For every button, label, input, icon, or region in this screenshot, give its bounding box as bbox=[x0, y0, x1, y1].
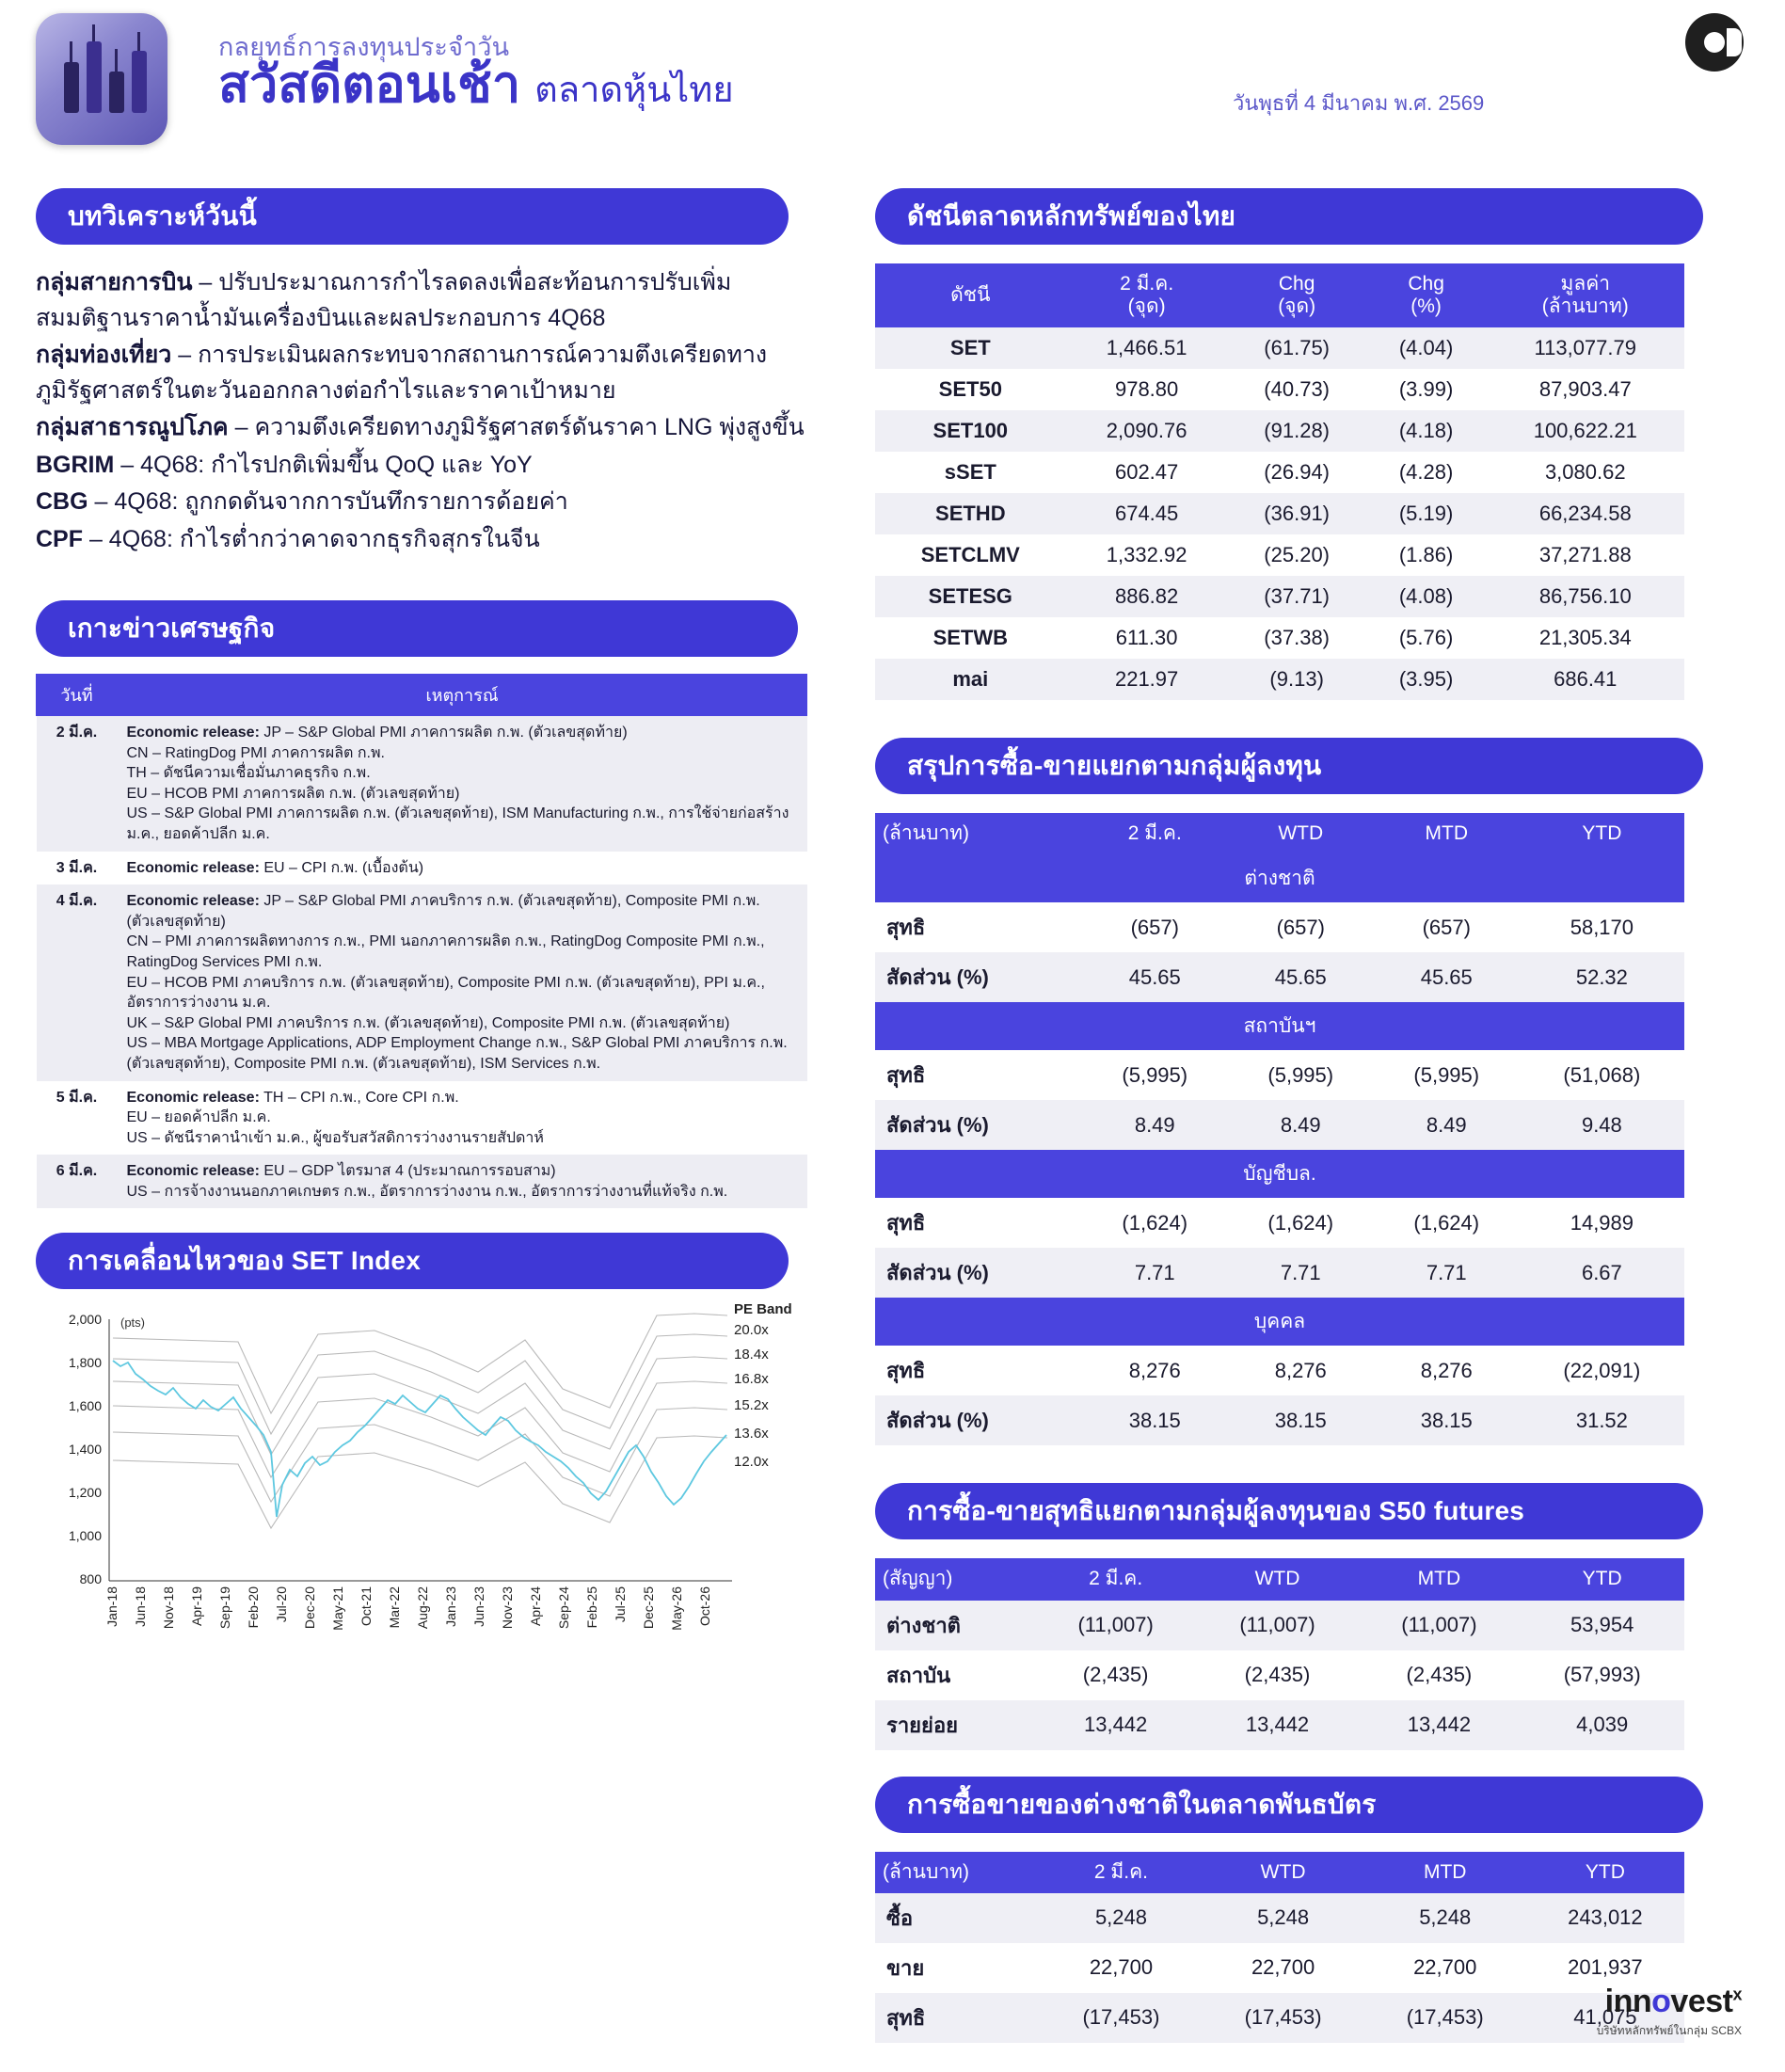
value-ytd: 31.52 bbox=[1520, 1395, 1684, 1445]
footer-tagline: บริษัทหลักทรัพย์ในกลุ่ม SCBX bbox=[1596, 2024, 1742, 2037]
analysis-item-lead: กลุ่มสาธารณูปโภค bbox=[36, 414, 229, 440]
index-name: SETESG bbox=[875, 576, 1066, 617]
s50-futures-table bbox=[875, 1558, 1684, 1749]
value-ytd: 52.32 bbox=[1520, 952, 1684, 1002]
svg-text:Jul-25: Jul-25 bbox=[613, 1586, 628, 1623]
econ-line-text: US – ดัชนีราคานำเข้า ม.ค., ผู้ขอรับสวัสดิการว่างงานรายสัปดาห์ bbox=[126, 1129, 544, 1146]
index-turnover: 21,305.34 bbox=[1538, 626, 1632, 650]
value-day: 13,442 bbox=[1035, 1700, 1197, 1750]
svg-text:Oct-26: Oct-26 bbox=[697, 1586, 712, 1627]
table-row bbox=[875, 659, 1684, 700]
value-day: 38.15 bbox=[1082, 1395, 1228, 1445]
group-name: สถาบันฯ bbox=[875, 1002, 1684, 1050]
econ-line-text: US – MBA Mortgage Applications, ADP Employment Change ก.พ., S&P Global PMI ภาคบริการ ก.พ. (ตัวเลขสุดท้าย), Composite PMI ก.พ. (ตัวเลขสุดท้าย), ISM Services ก.พ. bbox=[126, 1035, 788, 1072]
svg-text:Feb-25: Feb-25 bbox=[584, 1586, 599, 1629]
value-day: (1,624) bbox=[1122, 1210, 1188, 1235]
table-row bbox=[37, 716, 807, 852]
svg-text:Oct-21: Oct-21 bbox=[359, 1586, 374, 1627]
econ-line-bold: Economic release: bbox=[126, 859, 260, 876]
value-ytd: 58,170 bbox=[1570, 915, 1634, 939]
value-day: 5,248 bbox=[1040, 1893, 1202, 1943]
analysis-item-text: – ความตึงเครียดทางภูมิรัฐศาสตร์ดันราคา LNG พุ่งสูงขึ้น bbox=[228, 414, 805, 440]
analysis-item bbox=[36, 448, 826, 484]
index-chg-pct: (4.08) bbox=[1366, 576, 1487, 617]
table-row bbox=[875, 493, 1684, 534]
svg-text:May-21: May-21 bbox=[330, 1586, 345, 1632]
value-wtd: 7.71 bbox=[1228, 1248, 1374, 1298]
value-ytd: (22,091) bbox=[1563, 1358, 1641, 1382]
econ-line-text: CN – PMI ภาคการผลิตทางการ ก.พ., PMI นอกภาคการผลิต ก.พ., RatingDog Composite PMI ก.พ., RatingDog Services PMI ก.พ. bbox=[126, 933, 765, 970]
value-wtd: (657) bbox=[1276, 915, 1325, 939]
value-ytd: 4,039 bbox=[1520, 1700, 1684, 1750]
index-chg: (36.91) bbox=[1228, 493, 1366, 534]
table-row bbox=[875, 952, 1684, 1002]
value-wtd: 38.15 bbox=[1228, 1395, 1374, 1445]
value-mtd: (5,995) bbox=[1413, 1062, 1480, 1087]
value-mtd: 22,700 bbox=[1413, 1955, 1477, 1980]
table-row bbox=[875, 410, 1684, 452]
value-ytd: 14,989 bbox=[1570, 1210, 1634, 1235]
index-chg: (37.38) bbox=[1264, 626, 1331, 650]
econ-line-text: EU – HCOB PMI ภาคการผลิต ก.พ. (ตัวเลขสุดท้าย) bbox=[126, 785, 460, 802]
row-label: สุทธิ bbox=[886, 1359, 926, 1383]
econ-line-text: TH – CPI ก.พ., Core CPI ก.พ. bbox=[259, 1089, 459, 1106]
table-row bbox=[37, 1081, 807, 1156]
col-ytd: YTD bbox=[1526, 1852, 1684, 1893]
svg-text:Jun-23: Jun-23 bbox=[471, 1586, 486, 1628]
svg-text:Dec-20: Dec-20 bbox=[302, 1586, 317, 1630]
set-index-table bbox=[875, 263, 1684, 700]
value-day: 22,700 bbox=[1089, 1955, 1154, 1980]
analysis-item bbox=[36, 265, 826, 336]
index-chg: (9.13) bbox=[1228, 659, 1366, 700]
index-turnover: 37,271.88 bbox=[1538, 543, 1632, 567]
index-turnover: 66,234.58 bbox=[1487, 493, 1684, 534]
svg-text:Sep-19: Sep-19 bbox=[217, 1586, 232, 1630]
row-label: รายย่อย bbox=[875, 1700, 1035, 1750]
table-row bbox=[875, 1198, 1684, 1248]
econ-line-text: UK – S&P Global PMI ภาคบริการ ก.พ. (ตัวเลขสุดท้าย), Composite PMI ก.พ. (ตัวเลขสุดท้าย) bbox=[126, 1014, 730, 1031]
econ-row-events bbox=[118, 852, 807, 885]
table-row bbox=[875, 534, 1684, 576]
value-mtd: 5,248 bbox=[1364, 1893, 1526, 1943]
econ-line-text: CN – RatingDog PMI ภาคการผลิต ก.พ. bbox=[126, 744, 385, 761]
svg-text:Aug-22: Aug-22 bbox=[415, 1586, 430, 1630]
analysis-item-text: – 4Q68: กำไรปกติเพิ่มขึ้น QoQ และ YoY bbox=[114, 451, 533, 478]
table-row bbox=[875, 902, 1684, 952]
col-day: 2 มี.ค. bbox=[1082, 813, 1228, 854]
index-turnover: 100,622.21 bbox=[1487, 410, 1684, 452]
row-label: สัดส่วน (%) bbox=[875, 952, 1082, 1002]
analysis-body bbox=[36, 265, 826, 557]
value-wtd: 5,248 bbox=[1203, 1893, 1364, 1943]
value-wtd: 22,700 bbox=[1251, 1955, 1315, 1980]
value-ytd: 6.67 bbox=[1520, 1248, 1684, 1298]
value-wtd: (11,007) bbox=[1197, 1601, 1359, 1650]
index-turnover: 86,756.10 bbox=[1487, 576, 1684, 617]
value-day: 8,276 bbox=[1128, 1358, 1181, 1382]
col-day: 2 มี.ค. bbox=[1040, 1852, 1202, 1893]
set-index-chart-svg bbox=[36, 1302, 807, 1650]
index-chg: (26.94) bbox=[1264, 460, 1331, 485]
analysis-item-lead: กลุ่มท่องเที่ยว bbox=[36, 342, 172, 368]
value-ytd: 9.48 bbox=[1520, 1100, 1684, 1150]
table-row bbox=[875, 1395, 1684, 1445]
index-name: SETCLMV bbox=[920, 543, 1020, 567]
value-day: 8.49 bbox=[1082, 1100, 1228, 1150]
svg-text:15.2x: 15.2x bbox=[734, 1397, 769, 1414]
table-header-row bbox=[875, 813, 1684, 854]
index-value: 602.47 bbox=[1114, 460, 1179, 485]
econ-row-date: 5 มี.ค. bbox=[56, 1089, 98, 1106]
value-wtd: (5,995) bbox=[1267, 1062, 1334, 1087]
right-column bbox=[875, 188, 1750, 2043]
table-row bbox=[875, 1700, 1684, 1750]
svg-text:Dec-25: Dec-25 bbox=[641, 1586, 656, 1630]
group-name: บุคคล bbox=[875, 1298, 1684, 1346]
svg-text:Feb-20: Feb-20 bbox=[246, 1586, 261, 1629]
analysis-item bbox=[36, 410, 826, 446]
investor-group-header bbox=[875, 1298, 1684, 1346]
index-chg: (61.75) bbox=[1228, 327, 1366, 369]
col-mtd: MTD bbox=[1364, 1852, 1526, 1893]
index-chg-pct: (3.95) bbox=[1366, 659, 1487, 700]
svg-text:Jan-23: Jan-23 bbox=[443, 1586, 458, 1628]
index-chg-pct: (4.18) bbox=[1366, 410, 1487, 452]
page-title-sub: ตลาดหุ้นไทย bbox=[534, 71, 734, 110]
value-day: (5,995) bbox=[1122, 1062, 1188, 1087]
econ-row-events bbox=[118, 1081, 807, 1156]
table-row bbox=[875, 1050, 1684, 1100]
index-value: 1,466.51 bbox=[1066, 327, 1228, 369]
svg-text:16.8x: 16.8x bbox=[734, 1371, 769, 1388]
svg-text:PE Band: PE Band bbox=[734, 1302, 792, 1318]
index-turnover: 87,903.47 bbox=[1538, 377, 1632, 402]
index-chg-pct: (3.99) bbox=[1398, 377, 1454, 402]
table-row bbox=[37, 852, 807, 885]
svg-text:20.0x: 20.0x bbox=[734, 1322, 769, 1339]
value-ytd: (51,068) bbox=[1563, 1062, 1641, 1087]
svg-text:Jan-18: Jan-18 bbox=[104, 1586, 120, 1628]
row-label: ซื้อ bbox=[875, 1893, 1040, 1943]
analysis-item-lead: CPF bbox=[36, 525, 83, 552]
value-day: 7.71 bbox=[1082, 1248, 1228, 1298]
analysis-item-lead: กลุ่มสายการบิน bbox=[36, 269, 193, 295]
value-wtd: 13,442 bbox=[1197, 1700, 1359, 1750]
table-row bbox=[875, 1893, 1684, 1943]
table-row bbox=[875, 327, 1684, 369]
svg-text:800: 800 bbox=[79, 1571, 102, 1587]
footer-brand bbox=[1597, 1984, 1742, 2040]
page-title-main: สวัสดีตอนเช้า bbox=[218, 56, 521, 113]
value-mtd: 8.49 bbox=[1374, 1100, 1520, 1150]
table-row bbox=[37, 1155, 807, 1208]
value-ytd: 53,954 bbox=[1520, 1601, 1684, 1650]
svg-text:2,000: 2,000 bbox=[68, 1312, 102, 1328]
value-mtd: 38.15 bbox=[1374, 1395, 1520, 1445]
investor-summary-table bbox=[875, 813, 1684, 1445]
analysis-item-text: – การประเมินผลกระทบจากสถานการณ์ความตึงเครียดทางภูมิรัฐศาสตร์ในตะวันออกกลางต่อกำไรและราคาเป้าหมาย bbox=[36, 342, 768, 404]
index-name: SET50 bbox=[938, 377, 1002, 402]
svg-text:May-26: May-26 bbox=[669, 1586, 684, 1632]
index-chg: (37.71) bbox=[1228, 576, 1366, 617]
econ-calendar-table bbox=[36, 674, 807, 1208]
col-wtd: WTD bbox=[1228, 813, 1374, 854]
col-unit: (ล้านบาท) bbox=[875, 1852, 1040, 1893]
svg-text:12.0x: 12.0x bbox=[734, 1454, 769, 1471]
table-row bbox=[875, 576, 1684, 617]
index-chg: (40.73) bbox=[1264, 377, 1331, 402]
econ-line-text: US – S&P Global PMI ภาคการผลิต ก.พ. (ตัวเลขสุดท้าย), ISM Manufacturing ก.พ., การใช้จ่ายก่อสร้าง ม.ค., ยอดค้าปลีก ม.ค. bbox=[126, 805, 789, 842]
index-turnover: 3,080.62 bbox=[1544, 460, 1626, 485]
svg-text:Jun-18: Jun-18 bbox=[133, 1586, 148, 1628]
index-name: sSET bbox=[944, 460, 996, 485]
econ-line-text: EU – GDP ไตรมาส 4 (ประมาณการรอบสาม) bbox=[259, 1163, 556, 1180]
row-label: สุทธิ bbox=[875, 1993, 1040, 2043]
index-turnover: 686.41 bbox=[1487, 659, 1684, 700]
set-chart-heading: การเคลื่อนไหวของ SET Index bbox=[36, 1233, 789, 1289]
table-row bbox=[37, 885, 807, 1080]
value-ytd: 41,075 bbox=[1526, 1993, 1684, 2043]
index-name: SET100 bbox=[875, 410, 1066, 452]
table-row bbox=[875, 452, 1684, 493]
table-row bbox=[875, 1100, 1684, 1150]
econ-line-text: EU – HCOB PMI ภาคบริการ ก.พ. (ตัวเลขสุดท้าย), Composite PMI ก.พ. (ตัวเลขสุดท้าย), PPI ม.ค., อัตราการว่างงาน ม.ค. bbox=[126, 974, 765, 1012]
table-row bbox=[875, 1650, 1684, 1700]
row-label: สุทธิ bbox=[886, 1211, 926, 1235]
col-index: ดัชนี bbox=[875, 263, 1066, 327]
svg-text:1,400: 1,400 bbox=[68, 1442, 102, 1458]
svg-text:Jul-20: Jul-20 bbox=[274, 1586, 289, 1623]
publication-date: วันพุธที่ 4 มีนาคม พ.ศ. 2569 bbox=[1233, 91, 1485, 115]
index-value: 611.30 bbox=[1115, 626, 1178, 650]
table-header-row bbox=[875, 1558, 1684, 1600]
s50-futures-heading: การซื้อ-ขายสุทธิแยกตามกลุ่มผู้ลงทุนของ S50 futures bbox=[875, 1483, 1703, 1539]
row-label: ขาย bbox=[886, 1955, 925, 1980]
col-wtd: WTD bbox=[1203, 1852, 1364, 1893]
table-header-row bbox=[875, 263, 1684, 327]
value-ytd: 201,937 bbox=[1568, 1955, 1643, 1980]
value-mtd: 13,442 bbox=[1358, 1700, 1520, 1750]
value-mtd: 45.65 bbox=[1374, 952, 1520, 1002]
row-label: สัดส่วน (%) bbox=[875, 1100, 1082, 1150]
econ-heading: เกาะข่าวเศรษฐกิจ bbox=[36, 600, 798, 657]
investor-summary-heading: สรุปการซื้อ-ขายแยกตามกลุ่มผู้ลงทุน bbox=[875, 738, 1703, 794]
row-label: สถาบัน bbox=[886, 1663, 951, 1687]
index-value: 2,090.76 bbox=[1066, 410, 1228, 452]
svg-text:1,600: 1,600 bbox=[68, 1398, 102, 1414]
value-mtd: 8,276 bbox=[1420, 1358, 1473, 1382]
col-chg-points: Chg (จุด) bbox=[1228, 263, 1366, 327]
value-wtd: (2,435) bbox=[1244, 1663, 1311, 1687]
col-day: 2 มี.ค. bbox=[1035, 1558, 1197, 1600]
col-mtd: MTD bbox=[1358, 1558, 1520, 1600]
econ-line-bold: Economic release: bbox=[126, 1089, 260, 1106]
investor-group-header bbox=[875, 1002, 1684, 1050]
investor-group-header bbox=[875, 1150, 1684, 1198]
econ-table-header-row bbox=[37, 675, 807, 716]
row-label: สัดส่วน (%) bbox=[875, 1248, 1082, 1298]
set-index-heading: ดัชนีตลาดหลักทรัพย์ของไทย bbox=[875, 188, 1703, 245]
value-mtd: (2,435) bbox=[1406, 1663, 1473, 1687]
econ-row-date: 6 มี.ค. bbox=[37, 1155, 118, 1208]
value-mtd: 7.71 bbox=[1374, 1248, 1520, 1298]
index-value: 1,332.92 bbox=[1106, 543, 1187, 567]
col-turnover: มูลค่า (ล้านบาท) bbox=[1487, 263, 1684, 327]
analysis-heading: บทวิเคราะห์วันนี้ bbox=[36, 188, 789, 245]
index-value: 886.82 bbox=[1066, 576, 1228, 617]
svg-text:Nov-23: Nov-23 bbox=[500, 1586, 515, 1630]
value-wtd: (1,624) bbox=[1267, 1210, 1334, 1235]
econ-line-bold: Economic release: bbox=[126, 725, 260, 741]
row-label: สัดส่วน (%) bbox=[875, 1395, 1082, 1445]
econ-row-events bbox=[118, 885, 807, 1080]
svg-text:13.6x: 13.6x bbox=[734, 1426, 769, 1442]
analysis-item bbox=[36, 522, 826, 558]
index-value: 978.80 bbox=[1114, 377, 1179, 402]
col-ytd: YTD bbox=[1520, 1558, 1684, 1600]
value-day: (657) bbox=[1130, 915, 1179, 939]
svg-text:Nov-18: Nov-18 bbox=[161, 1586, 176, 1630]
index-name: SET bbox=[875, 327, 1066, 369]
col-ytd: YTD bbox=[1520, 813, 1684, 854]
candlestick-chart-icon bbox=[36, 13, 167, 145]
value-ytd: (57,993) bbox=[1563, 1663, 1641, 1687]
econ-row-date: 2 มี.ค. bbox=[37, 716, 118, 852]
bond-market-table bbox=[875, 1852, 1684, 2043]
econ-line-bold: Economic release: bbox=[126, 893, 260, 910]
row-label: สุทธิ bbox=[886, 1063, 926, 1088]
table-header-row bbox=[875, 1852, 1684, 1893]
row-label: สุทธิ bbox=[886, 916, 926, 940]
group-name: ต่างชาติ bbox=[875, 854, 1684, 902]
col-chg-percent: Chg (%) bbox=[1366, 263, 1487, 327]
set-index-chart bbox=[36, 1302, 807, 1660]
table-row bbox=[875, 1248, 1684, 1298]
index-chg-pct: (5.19) bbox=[1366, 493, 1487, 534]
value-mtd: (11,007) bbox=[1358, 1601, 1520, 1650]
econ-line-text: EU – ยอดค้าปลีก ม.ค. bbox=[126, 1109, 271, 1126]
value-mtd: (17,453) bbox=[1364, 1993, 1526, 2043]
index-chg-pct: (5.76) bbox=[1398, 626, 1454, 650]
econ-row-events bbox=[118, 716, 807, 852]
left-column bbox=[36, 188, 826, 1660]
svg-text:Apr-24: Apr-24 bbox=[528, 1586, 543, 1627]
analysis-item-text: – ปรับประมาณการกำไรลดลงเพื่อสะท้อนการปรับเพิ่มสมมติฐานราคาน้ำมันเครื่องบินและผลประกอบการ 4Q68 bbox=[36, 269, 732, 331]
footer-brand-name: innovest$^x$ bbox=[1604, 1984, 1742, 2019]
svg-text:1,800: 1,800 bbox=[68, 1355, 102, 1371]
svg-text:Sep-24: Sep-24 bbox=[556, 1586, 571, 1630]
table-row bbox=[875, 617, 1684, 659]
value-day: (11,007) bbox=[1035, 1601, 1197, 1650]
col-mtd: MTD bbox=[1374, 813, 1520, 854]
index-chg-pct: (4.28) bbox=[1398, 460, 1454, 485]
analysis-item-lead: BGRIM bbox=[36, 451, 115, 478]
value-wtd: 8.49 bbox=[1228, 1100, 1374, 1150]
value-day: (2,435) bbox=[1082, 1663, 1149, 1687]
group-name: บัญชีบล. bbox=[875, 1150, 1684, 1198]
value-ytd: 243,012 bbox=[1526, 1893, 1684, 1943]
value-wtd: 45.65 bbox=[1228, 952, 1374, 1002]
econ-line-text: JP – S&P Global PMI ภาคการผลิต ก.พ. (ตัวเลขสุดท้าย) bbox=[259, 725, 628, 741]
svg-text:1,200: 1,200 bbox=[68, 1485, 102, 1501]
page-title bbox=[218, 58, 734, 112]
value-day: (17,453) bbox=[1040, 1993, 1202, 2043]
header bbox=[0, 0, 1785, 169]
econ-line-text: EU – CPI ก.พ. (เบื้องต้น) bbox=[259, 859, 424, 876]
table-row bbox=[875, 1943, 1684, 1993]
svg-text:Apr-19: Apr-19 bbox=[189, 1586, 204, 1627]
row-label: ต่างชาติ bbox=[875, 1601, 1035, 1650]
table-row bbox=[875, 369, 1684, 410]
header-kicker: กลยุทธ์การลงทุนประจำวัน bbox=[218, 33, 510, 61]
svg-text:Mar-22: Mar-22 bbox=[387, 1586, 402, 1629]
index-chg: (25.20) bbox=[1264, 543, 1331, 567]
analysis-item-text: – 4Q68: ถูกกดดันจากการบันทึกรายการด้อยค่า bbox=[88, 488, 568, 515]
bond-market-heading: การซื้อขายของต่างชาติในตลาดพันธบัตร bbox=[875, 1777, 1703, 1833]
analysis-item-lead: CBG bbox=[36, 488, 88, 515]
col-value: 2 มี.ค. (จุด) bbox=[1066, 263, 1228, 327]
econ-row-date: 3 มี.ค. bbox=[56, 859, 98, 876]
value-wtd: (17,453) bbox=[1203, 1993, 1364, 2043]
econ-line-bold: Economic release: bbox=[126, 1163, 260, 1180]
econ-line-text: US – การจ้างงานนอกภาคเกษตร ก.พ., อัตราการว่างงาน ก.พ., อัตราการว่างงานที่แท้จริง ก.พ. bbox=[126, 1183, 728, 1200]
table-row bbox=[875, 1601, 1684, 1650]
svg-text:18.4x: 18.4x bbox=[734, 1347, 769, 1363]
index-chg-pct: (4.04) bbox=[1366, 327, 1487, 369]
table-row bbox=[875, 1993, 1684, 2043]
circle-brand-icon bbox=[1685, 13, 1744, 72]
col-wtd: WTD bbox=[1197, 1558, 1359, 1600]
value-mtd: (1,624) bbox=[1413, 1210, 1480, 1235]
econ-col-event: เหตุการณ์ bbox=[118, 675, 807, 716]
value-day: 45.65 bbox=[1082, 952, 1228, 1002]
value-mtd: (657) bbox=[1422, 915, 1471, 939]
index-turnover: 113,077.79 bbox=[1487, 327, 1684, 369]
table-row bbox=[875, 1346, 1684, 1395]
econ-row-events bbox=[118, 1155, 807, 1208]
econ-row-date: 4 มี.ค. bbox=[37, 885, 118, 1080]
econ-col-date: วันที่ bbox=[37, 675, 118, 716]
econ-line-text: TH – ดัชนีความเชื่อมั่นภาคธุรกิจ ก.พ. bbox=[126, 765, 371, 782]
col-unit: (สัญญา) bbox=[875, 1558, 1035, 1600]
investor-group-header bbox=[875, 854, 1684, 902]
index-value: 221.97 bbox=[1066, 659, 1228, 700]
analysis-item bbox=[36, 485, 826, 520]
econ-line-text: JP – S&P Global PMI ภาคบริการ ก.พ. (ตัวเลขสุดท้าย), Composite PMI ก.พ. (ตัวเลขสุดท้าย) bbox=[126, 893, 760, 930]
index-name: SETHD bbox=[875, 493, 1066, 534]
index-chg-pct: (1.86) bbox=[1398, 543, 1454, 567]
analysis-item-text: – 4Q68: กำไรต่ำกว่าคาดจากธุรกิจสุกรในจีน bbox=[83, 525, 540, 552]
index-value: 674.45 bbox=[1066, 493, 1228, 534]
index-name: SETWB bbox=[932, 626, 1009, 650]
index-name: mai bbox=[875, 659, 1066, 700]
index-chg: (91.28) bbox=[1228, 410, 1366, 452]
value-wtd: 8,276 bbox=[1274, 1358, 1327, 1382]
svg-text:(pts): (pts) bbox=[120, 1315, 145, 1331]
col-unit: (ล้านบาท) bbox=[875, 813, 1082, 854]
svg-text:1,000: 1,000 bbox=[68, 1528, 102, 1544]
analysis-item bbox=[36, 338, 826, 408]
